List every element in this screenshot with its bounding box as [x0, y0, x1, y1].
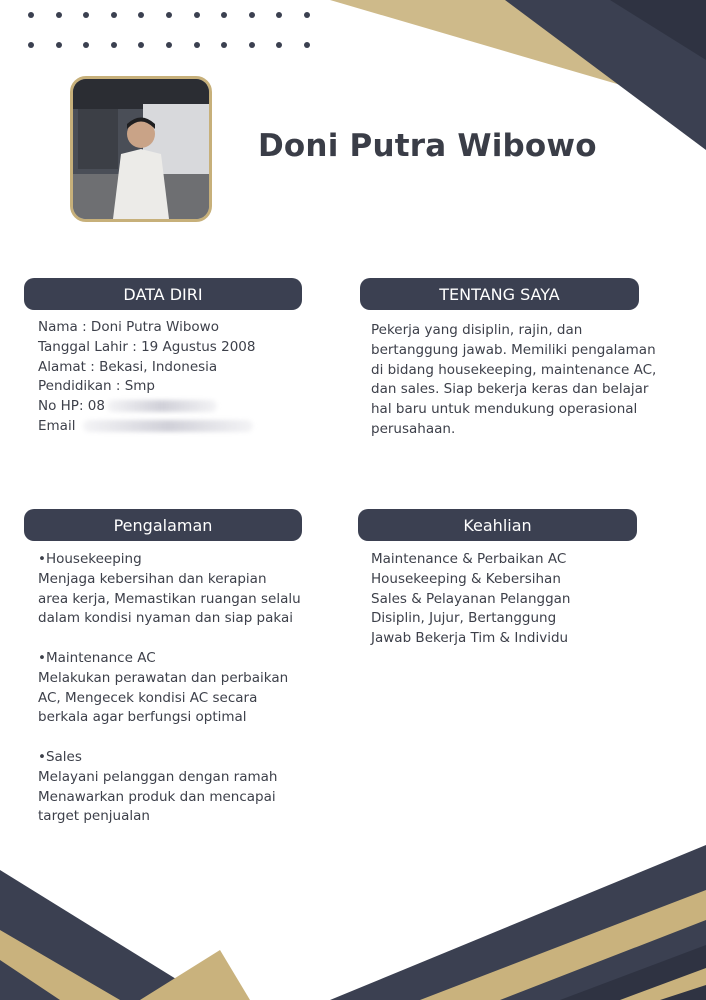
- skill-line: Jawab Bekerja Tim & Individu: [371, 630, 569, 647]
- data-diri-phone: [38, 397, 255, 417]
- experience-heading: •Maintenance AC: [38, 649, 156, 666]
- experience-heading: •Housekeeping: [38, 551, 142, 567]
- data-diri-content: [38, 318, 255, 437]
- dot-decoration: [304, 12, 310, 18]
- dot-decoration: [83, 12, 89, 18]
- dot-decoration: [166, 42, 172, 48]
- section-title: Keahlian: [463, 515, 532, 535]
- full-name: Doni Putra Wibowo: [258, 128, 597, 164]
- dot-decoration: [194, 42, 200, 48]
- section-header-keahlian: [358, 509, 637, 541]
- data-diri-email: [38, 417, 255, 437]
- experience-line: dalam kondisi nyaman dan siap pakai: [38, 610, 293, 627]
- dot-decoration: [138, 42, 144, 48]
- tentang-saya-line: hal baru untuk mendukung operasional: [371, 401, 638, 418]
- dot-decoration: [166, 12, 172, 18]
- dot-decoration: [28, 12, 34, 18]
- dot-decoration: [56, 12, 62, 18]
- section-header-pengalaman: [24, 509, 302, 541]
- dot-decoration: [56, 42, 62, 48]
- experience-line: AC, Mengecek kondisi AC secara: [38, 689, 258, 706]
- tentang-saya-line: Pekerja yang disiplin, rajin, dan: [371, 322, 583, 338]
- experience-line: area kerja, Memastikan ruangan selalu: [38, 590, 301, 607]
- redacted-phone: [107, 400, 217, 412]
- tentang-saya-line: perusahaan.: [371, 420, 456, 437]
- section-header-data-diri: [24, 278, 302, 310]
- dot-decoration: [138, 12, 144, 18]
- dot-decoration: [111, 12, 117, 18]
- experience-line: Menawarkan produk dan mencapai: [38, 788, 276, 805]
- section-title: DATA DIRI: [123, 284, 203, 304]
- dot-decoration: [221, 42, 227, 48]
- dot-decoration: [249, 12, 255, 18]
- tentang-saya-content: [371, 321, 656, 440]
- skill-line: Disiplin, Jujur, Bertanggung: [371, 610, 557, 627]
- data-diri-line: Pendidikan : Smp: [38, 378, 155, 395]
- skill-line: Housekeeping & Kebersihan: [371, 570, 561, 587]
- phone-label: No HP: 08: [38, 398, 105, 415]
- dot-decoration: [304, 42, 310, 48]
- dot-decoration: [111, 42, 117, 48]
- tentang-saya-line: bertanggung jawab. Memiliki pengalaman: [371, 341, 656, 358]
- dot-decoration: [83, 42, 89, 48]
- dot-decoration: [276, 42, 282, 48]
- dot-decoration: [221, 12, 227, 18]
- experience-heading: •Sales: [38, 748, 82, 765]
- dot-grid-decoration: [28, 12, 318, 56]
- skill-line: Sales & Pelayanan Pelanggan: [371, 590, 571, 607]
- email-label: Email: [38, 417, 76, 434]
- dot-decoration: [194, 12, 200, 18]
- experience-line: berkala agar berfungsi optimal: [38, 709, 247, 726]
- redacted-email: [83, 420, 253, 432]
- section-header-tentang-saya: [360, 278, 639, 310]
- dot-decoration: [276, 12, 282, 18]
- profile-photo: [70, 76, 212, 222]
- experience-line: target penjualan: [38, 808, 150, 825]
- keahlian-content: [371, 550, 570, 649]
- tentang-saya-line: dan sales. Siap bekerja keras dan belajar: [371, 381, 649, 398]
- section-title: Pengalaman: [113, 515, 213, 535]
- skill-line: Maintenance & Perbaikan AC: [371, 551, 567, 567]
- section-title: TENTANG SAYA: [439, 284, 560, 304]
- pengalaman-content: [38, 550, 301, 827]
- experience-line: Menjaga kebersihan dan kerapian: [38, 570, 267, 587]
- dot-decoration: [28, 42, 34, 48]
- experience-line: Melayani pelanggan dengan ramah: [38, 768, 278, 785]
- tentang-saya-line: di bidang housekeeping, maintenance AC,: [371, 361, 657, 378]
- data-diri-line: Nama : Doni Putra Wibowo: [38, 319, 219, 335]
- dot-decoration: [249, 42, 255, 48]
- experience-line: Melakukan perawatan dan perbaikan: [38, 669, 289, 686]
- data-diri-line: Tanggal Lahir : 19 Agustus 2008: [38, 338, 256, 355]
- data-diri-line: Alamat : Bekasi, Indonesia: [38, 358, 218, 375]
